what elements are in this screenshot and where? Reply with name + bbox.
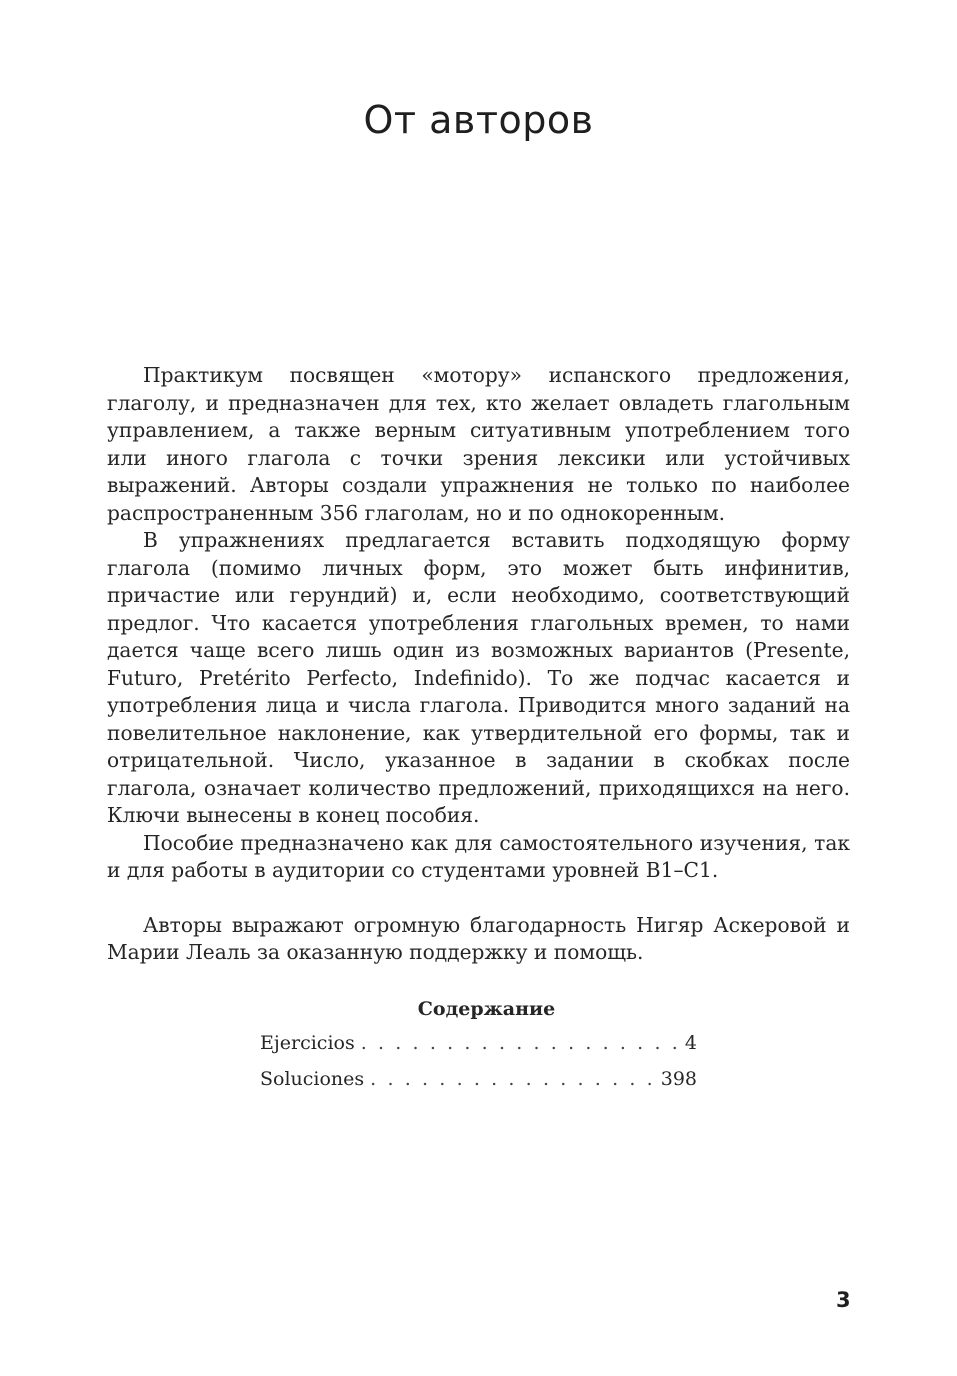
paragraph: В упражнениях предлагается вставить подходящую форму глагола (помимо личных форм, это может быть инфинитив, причастие или герундий) и, если необходимо, соответствующий предлог. Что касается употребления глагольных времен, то нами дается чаще всего лишь один из возможных вариантов (Presente, Futuro, Pretérito Perfecto, Indefinido). То же подчас касается и употребления лица и числа глагола. Приводится много заданий на повелительное наклонение, как утвердительной его формы, так и отрицательной. Число, указанное в задании в скобках после глагола, означает количество предложений, приходящихся на него. Ключи вынесены в конец пособия. <box>107 528 850 827</box>
paragraph: Пособие предназначено как для самостоятельного изучения, так и для работы в аудитории со студентами уровней B1–C1. <box>107 830 850 882</box>
toc-entry-page: 4 <box>684 1032 697 1054</box>
toc-heading: Содержание <box>417 998 556 1020</box>
toc-entry-page: 398 <box>660 1068 697 1090</box>
page-number: 3 <box>836 1288 851 1312</box>
toc-entry-soluciones[interactable] <box>260 1068 697 1104</box>
toc-leader-dots <box>370 1068 655 1090</box>
acknowledgement-paragraph: Авторы выражают огромную благодарность Нигяр Аскеровой и Марии Леаль за оказанную поддержку и помощь. <box>107 912 850 964</box>
toc-leader-dots <box>361 1032 679 1054</box>
paragraph: Практикум посвящен «мотору» испанского предложения, глаголу, и предназначен для тех, кто желает овладеть глагольным управлением, а также верным ситуативным употреблением того или иного глагола с точки зрения лексики или устойчивых выражений. Авторы создали упражнения не только по наиболее распространенным 356 глаголам, но и по однокоренным. <box>107 363 850 525</box>
page-title: От авторов <box>363 98 594 142</box>
preface-text <box>107 362 850 967</box>
toc-entry-label: Soluciones <box>260 1068 365 1090</box>
toc-entry-ejercicios[interactable] <box>260 1032 697 1068</box>
toc-entry-label: Ejercicios <box>260 1032 355 1054</box>
table-of-contents <box>260 998 697 1104</box>
